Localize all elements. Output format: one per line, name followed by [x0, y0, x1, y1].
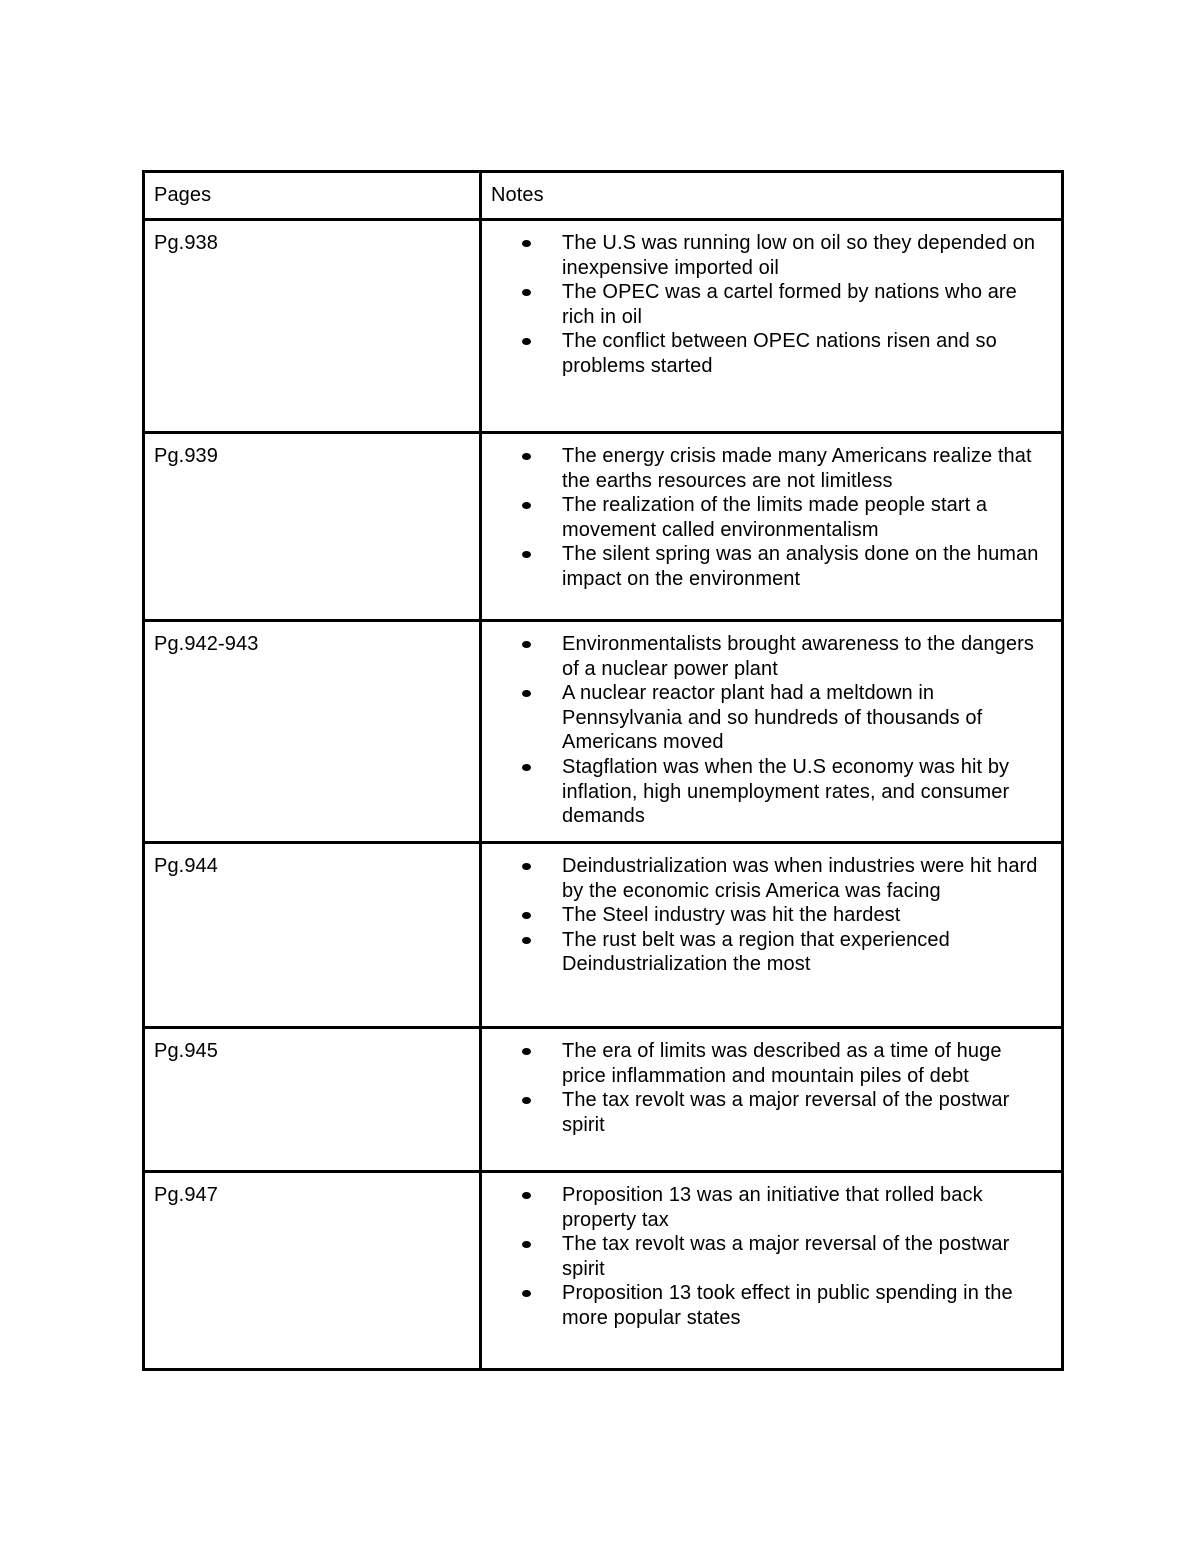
notes-cell [481, 1028, 1063, 1172]
note-item: The U.S was running low on oil so they depended on inexpensive imported oil [562, 231, 1051, 280]
note-item: The conflict between OPEC nations risen and so problems started [562, 329, 1051, 378]
table-row [144, 621, 1063, 843]
note-item: Deindustrialization was when industries were hit hard by the economic crisis America was facing [562, 854, 1051, 903]
notes-cell [481, 433, 1063, 621]
header-pages: Pages [144, 172, 481, 220]
note-item: Environmentalists brought awareness to the dangers of a nuclear power plant [562, 632, 1051, 681]
notes-list [491, 854, 1051, 977]
notes-cell [481, 220, 1063, 433]
note-item: The era of limits was described as a time of huge price inflammation and mountain piles of debt [562, 1039, 1051, 1088]
note-item: The realization of the limits made people start a movement called environmentalism [562, 493, 1051, 542]
note-item: The rust belt was a region that experienced Deindustrialization the most [562, 928, 1051, 977]
page-cell: Pg.945 [144, 1028, 481, 1172]
notes-cell [481, 843, 1063, 1028]
header-notes: Notes [481, 172, 1063, 220]
table-row [144, 1028, 1063, 1172]
page-cell: Pg.938 [144, 220, 481, 433]
note-item: Proposition 13 took effect in public spending in the more popular states [562, 1281, 1051, 1330]
notes-list [491, 1039, 1051, 1137]
table-row [144, 433, 1063, 621]
table-row [144, 843, 1063, 1028]
note-item: The silent spring was an analysis done on the human impact on the environment [562, 542, 1051, 591]
note-item: The energy crisis made many Americans realize that the earths resources are not limitless [562, 444, 1051, 493]
table-row [144, 1172, 1063, 1370]
page-cell: Pg.944 [144, 843, 481, 1028]
note-item: The tax revolt was a major reversal of the postwar spirit [562, 1088, 1051, 1137]
notes-table [142, 170, 1064, 1371]
note-item: The tax revolt was a major reversal of the postwar spirit [562, 1232, 1051, 1281]
note-item: The Steel industry was hit the hardest [562, 903, 1051, 928]
note-item: Proposition 13 was an initiative that rolled back property tax [562, 1183, 1051, 1232]
page-cell: Pg.939 [144, 433, 481, 621]
notes-cell [481, 1172, 1063, 1370]
notes-list [491, 632, 1051, 829]
notes-list [491, 231, 1051, 379]
notes-cell [481, 621, 1063, 843]
table-header-row [144, 172, 1063, 220]
note-item: A nuclear reactor plant had a meltdown in Pennsylvania and so hundreds of thousands of Americans moved [562, 681, 1051, 755]
page-cell: Pg.947 [144, 1172, 481, 1370]
note-item: Stagflation was when the U.S economy was hit by inflation, high unemployment rates, and consumer demands [562, 755, 1051, 829]
table-row [144, 220, 1063, 433]
note-item: The OPEC was a cartel formed by nations who are rich in oil [562, 280, 1051, 329]
notes-list [491, 444, 1051, 592]
notes-list [491, 1183, 1051, 1331]
page-cell: Pg.942-943 [144, 621, 481, 843]
